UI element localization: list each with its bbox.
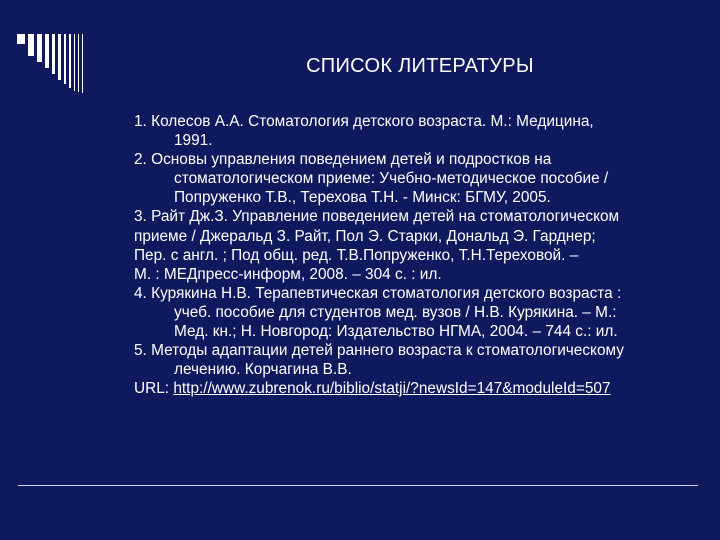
decorative-bars [17, 34, 167, 94]
bottom-divider [18, 485, 698, 486]
bar-5 [52, 34, 55, 74]
bar-11 [82, 34, 83, 93]
reference-5 [134, 341, 714, 379]
reference-url-link[interactable]: http://www.zubrenok.ru/biblio/statji/?newsId=147&moduleId=507 [173, 380, 611, 398]
reference-3-line-4: М. : МЕДпресс-информ, 2008. – 304 с. : ил. [134, 265, 442, 283]
reference-4-line-2: учеб. пособие для студентов мед. вузов / Н.В. Курякина. – М.: [174, 303, 617, 321]
reference-1 [134, 112, 714, 150]
reference-2-line-3: Попруженко Т.В., Терехова Т.Н. - Минск: БГМУ, 2005. [174, 189, 551, 207]
bar-10 [78, 34, 79, 92]
reference-3-line-2: приеме / Джеральд З. Райт, Пол Э. Старки, Дональд Э. Гарднер; [134, 227, 596, 245]
reference-3 [134, 207, 714, 283]
bar-6 [58, 34, 61, 80]
reference-2-line-2: стоматологическом приеме: Учебно-методическое пособие / [174, 170, 609, 188]
bar-1 [17, 34, 25, 44]
url-label: URL: [134, 380, 174, 398]
bar-3 [37, 34, 42, 62]
reference-2 [134, 150, 714, 207]
bar-8 [69, 34, 71, 88]
reference-4 [134, 284, 714, 341]
reference-url [134, 379, 714, 398]
reference-3-line-1: 3. Райт Дж.З. Управление поведением детей на стоматологическом [134, 208, 620, 226]
reference-4-line-1: 4. Курякина Н.В. Терапевтическая стоматология детского возраста : [134, 284, 622, 302]
bar-4 [45, 34, 49, 68]
bar-7 [64, 34, 66, 84]
reference-1-line-1: 1. Колесов А.А. Стоматология детского возраста. М.: Медицина, [134, 113, 594, 130]
reference-1-line-2: 1991. [174, 132, 213, 150]
bar-9 [74, 34, 75, 91]
reference-5-line-1: 5. Методы адаптации детей раннего возраста к стоматологическому [134, 342, 624, 360]
slide-title: СПИСОК ЛИТЕРАТУРЫ [306, 55, 534, 77]
reference-4-line-3: Мед. кн.; Н. Новгород: Издательство НГМА, 2004. – 744 с.: ил. [174, 323, 618, 341]
reference-2-line-1: 2. Основы управления поведением детей и подростков на [134, 151, 552, 169]
reference-3-line-3: Пер. с англ. ; Под общ. ред. Т.В.Попруженко, Т.Н.Тереховой. – [134, 246, 579, 264]
reference-5-line-2: лечению. Корчагина В.В. [174, 361, 352, 379]
bar-2 [28, 34, 34, 56]
references-list [134, 112, 714, 398]
